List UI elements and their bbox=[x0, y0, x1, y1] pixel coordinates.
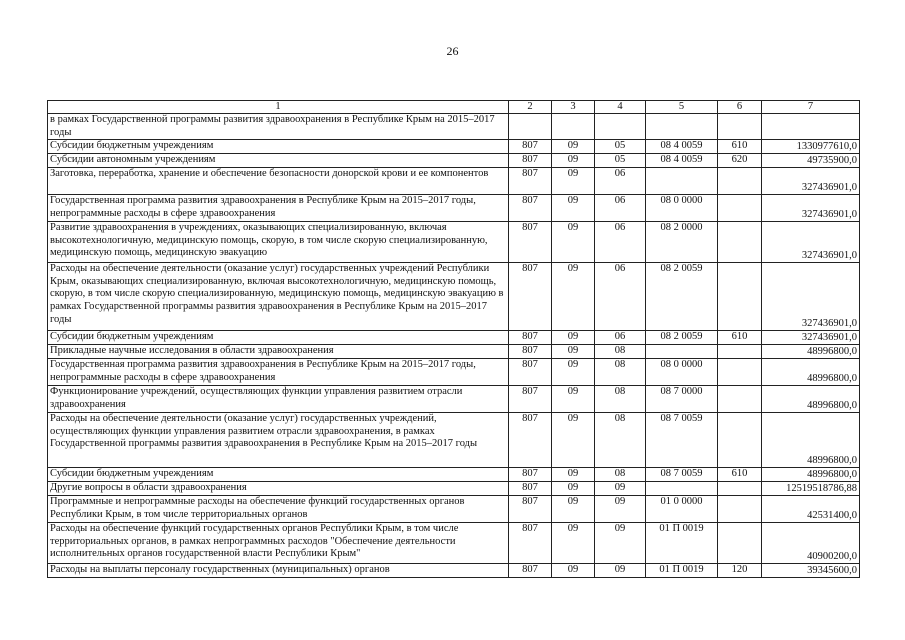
row-name: Другие вопросы в области здравоохранения bbox=[48, 482, 509, 496]
table-row bbox=[48, 114, 860, 140]
row-name: Субсидии бюджетным учреждениям bbox=[48, 140, 509, 154]
row-name: Расходы на обеспечение деятельности (оказание услуг) государственных учреждений Республики Крым, оказывающих специализированную, включая высокотехнологичную, медицинскую помощь, скорую, в том числе скорую специализированную, медицинскую помощь, медицинскую эвакуацию в рамках Государственной программы развития здравоохранения в Республике Крым на 2015–2017 годы bbox=[48, 263, 509, 331]
header-cell-1: 1 bbox=[48, 101, 509, 114]
row-amount bbox=[762, 114, 860, 140]
row-code-2: 807 bbox=[509, 222, 552, 263]
row-amount: 327436901,0 bbox=[762, 168, 860, 195]
page-number: 26 bbox=[446, 44, 459, 58]
row-code-3: 09 bbox=[552, 263, 595, 331]
budget-table bbox=[47, 100, 860, 578]
row-code-3: 09 bbox=[552, 413, 595, 468]
row-code-2: 807 bbox=[509, 523, 552, 564]
row-name: Расходы на выплаты персоналу государственных (муниципальных) органов bbox=[48, 564, 509, 578]
row-code-6 bbox=[718, 523, 762, 564]
row-code-4: 06 bbox=[595, 195, 646, 222]
row-code-4: 08 bbox=[595, 386, 646, 413]
row-name: Субсидии бюджетным учреждениям bbox=[48, 468, 509, 482]
row-code-6: 610 bbox=[718, 140, 762, 154]
row-amount: 48996800,0 bbox=[762, 413, 860, 468]
row-code-3: 09 bbox=[552, 345, 595, 359]
row-name: Государственная программа развития здравоохранения в Республике Крым на 2015–2017 годы, непрограммные расходы в сфере здравоохранения bbox=[48, 359, 509, 386]
row-amount: 327436901,0 bbox=[762, 331, 860, 345]
table-row bbox=[48, 222, 860, 263]
table-row bbox=[48, 140, 860, 154]
row-amount: 48996800,0 bbox=[762, 345, 860, 359]
row-amount: 327436901,0 bbox=[762, 222, 860, 263]
table-row bbox=[48, 523, 860, 564]
row-code-2: 807 bbox=[509, 140, 552, 154]
row-code-2: 807 bbox=[509, 195, 552, 222]
row-code-4: 09 bbox=[595, 482, 646, 496]
row-code-5: 01 П 0019 bbox=[646, 564, 718, 578]
row-code-4: 06 bbox=[595, 222, 646, 263]
row-code-3: 09 bbox=[552, 523, 595, 564]
row-code-4: 08 bbox=[595, 345, 646, 359]
row-amount: 40900200,0 bbox=[762, 523, 860, 564]
row-code-2: 807 bbox=[509, 331, 552, 345]
row-amount: 12519518786,88 bbox=[762, 482, 860, 496]
table-row bbox=[48, 482, 860, 496]
header-cell-4: 4 bbox=[595, 101, 646, 114]
row-code-4: 09 bbox=[595, 523, 646, 564]
row-code-5: 08 2 0000 bbox=[646, 222, 718, 263]
row-amount: 48996800,0 bbox=[762, 359, 860, 386]
row-code-2: 807 bbox=[509, 263, 552, 331]
row-code-2: 807 bbox=[509, 496, 552, 523]
row-code-4 bbox=[595, 114, 646, 140]
row-code-5 bbox=[646, 168, 718, 195]
row-amount: 39345600,0 bbox=[762, 564, 860, 578]
row-code-6: 610 bbox=[718, 468, 762, 482]
table-row bbox=[48, 195, 860, 222]
row-code-6 bbox=[718, 496, 762, 523]
row-code-3: 09 bbox=[552, 496, 595, 523]
row-code-5: 08 0 0000 bbox=[646, 359, 718, 386]
row-code-3: 09 bbox=[552, 222, 595, 263]
row-code-4: 05 bbox=[595, 140, 646, 154]
row-code-2: 807 bbox=[509, 154, 552, 168]
row-name: Расходы на обеспечение функций государственных органов Республики Крым, в том числе территориальных органов, в рамках непрограммных расходов "Обеспечение деятельности исполнительных органов государственной власти Республики Крым" bbox=[48, 523, 509, 564]
row-name: Программные и непрограммные расходы на обеспечение функций государственных органов Республики Крым, в том числе территориальных органов bbox=[48, 496, 509, 523]
row-code-6 bbox=[718, 482, 762, 496]
row-code-6 bbox=[718, 263, 762, 331]
row-code-3: 09 bbox=[552, 168, 595, 195]
row-code-4: 09 bbox=[595, 496, 646, 523]
row-code-6 bbox=[718, 114, 762, 140]
row-code-5: 08 7 0059 bbox=[646, 468, 718, 482]
row-code-6 bbox=[718, 359, 762, 386]
row-code-2: 807 bbox=[509, 482, 552, 496]
header-row bbox=[48, 101, 860, 114]
row-code-5: 08 7 0000 bbox=[646, 386, 718, 413]
row-name: Развитие здравоохранения в учреждениях, оказывающих специализированную, включая высокотехнологичную, медицинскую помощь, скорую, в том числе скорую специализированную, медицинскую помощь, медицинскую эвакуацию bbox=[48, 222, 509, 263]
row-name: Государственная программа развития здравоохранения в Республике Крым на 2015–2017 годы, непрограммные расходы в сфере здравоохранения bbox=[48, 195, 509, 222]
header-cell-6: 6 bbox=[718, 101, 762, 114]
row-name: Прикладные научные исследования в области здравоохранения bbox=[48, 345, 509, 359]
row-code-3: 09 bbox=[552, 482, 595, 496]
row-code-6 bbox=[718, 168, 762, 195]
row-amount: 327436901,0 bbox=[762, 263, 860, 331]
row-code-6 bbox=[718, 345, 762, 359]
row-code-5: 08 2 0059 bbox=[646, 263, 718, 331]
row-code-2: 807 bbox=[509, 468, 552, 482]
row-code-3: 09 bbox=[552, 386, 595, 413]
row-amount: 42531400,0 bbox=[762, 496, 860, 523]
row-code-3 bbox=[552, 114, 595, 140]
row-code-2: 807 bbox=[509, 564, 552, 578]
row-name: в рамках Государственной программы развития здравоохранения в Республике Крым на 2015–2017 годы bbox=[48, 114, 509, 140]
row-code-6 bbox=[718, 413, 762, 468]
row-code-3: 09 bbox=[552, 154, 595, 168]
row-name: Функционирование учреждений, осуществляющих функции управления развитием отрасли здравоохранения bbox=[48, 386, 509, 413]
row-amount: 48996800,0 bbox=[762, 468, 860, 482]
header-cell-5: 5 bbox=[646, 101, 718, 114]
row-code-4: 06 bbox=[595, 331, 646, 345]
row-code-3: 09 bbox=[552, 195, 595, 222]
table-row bbox=[48, 345, 860, 359]
row-code-4: 09 bbox=[595, 564, 646, 578]
table-row bbox=[48, 168, 860, 195]
row-code-6 bbox=[718, 222, 762, 263]
row-code-6 bbox=[718, 195, 762, 222]
row-code-3: 09 bbox=[552, 359, 595, 386]
table-row bbox=[48, 413, 860, 468]
row-code-2: 807 bbox=[509, 359, 552, 386]
table-row bbox=[48, 468, 860, 482]
table-row bbox=[48, 154, 860, 168]
row-code-2: 807 bbox=[509, 386, 552, 413]
row-code-3: 09 bbox=[552, 140, 595, 154]
row-code-2 bbox=[509, 114, 552, 140]
row-name: Заготовка, переработка, хранение и обеспечение безопасности донорской крови и ее компонентов bbox=[48, 168, 509, 195]
row-code-6 bbox=[718, 386, 762, 413]
row-code-5: 01 0 0000 bbox=[646, 496, 718, 523]
row-name: Субсидии бюджетным учреждениям bbox=[48, 331, 509, 345]
row-code-6: 610 bbox=[718, 331, 762, 345]
row-code-4: 08 bbox=[595, 413, 646, 468]
table-row bbox=[48, 386, 860, 413]
table-row bbox=[48, 359, 860, 386]
row-code-5: 08 2 0059 bbox=[646, 331, 718, 345]
row-code-5 bbox=[646, 482, 718, 496]
row-code-5: 08 7 0059 bbox=[646, 413, 718, 468]
row-code-6: 620 bbox=[718, 154, 762, 168]
header-cell-2: 2 bbox=[509, 101, 552, 114]
row-code-4: 05 bbox=[595, 154, 646, 168]
row-code-3: 09 bbox=[552, 564, 595, 578]
row-code-6: 120 bbox=[718, 564, 762, 578]
row-code-5 bbox=[646, 345, 718, 359]
row-code-2: 807 bbox=[509, 413, 552, 468]
row-code-3: 09 bbox=[552, 468, 595, 482]
table-row bbox=[48, 564, 860, 578]
row-code-5: 08 4 0059 bbox=[646, 140, 718, 154]
row-amount: 1330977610,0 bbox=[762, 140, 860, 154]
row-name: Субсидии автономным учреждениям bbox=[48, 154, 509, 168]
header-cell-3: 3 bbox=[552, 101, 595, 114]
row-name: Расходы на обеспечение деятельности (оказание услуг) государственных учреждений, осуществляющих функции управления развитием отрасли здравоохранения, в рамках Государственной программы развития здравоохранения в Республике Крым на 2015–2017 годы bbox=[48, 413, 509, 468]
row-code-5: 08 4 0059 bbox=[646, 154, 718, 168]
row-code-3: 09 bbox=[552, 331, 595, 345]
row-code-5: 08 0 0000 bbox=[646, 195, 718, 222]
row-code-2: 807 bbox=[509, 168, 552, 195]
row-code-5 bbox=[646, 114, 718, 140]
row-amount: 49735900,0 bbox=[762, 154, 860, 168]
table-row bbox=[48, 331, 860, 345]
row-code-5: 01 П 0019 bbox=[646, 523, 718, 564]
row-code-4: 06 bbox=[595, 263, 646, 331]
table-row bbox=[48, 496, 860, 523]
row-code-4: 08 bbox=[595, 359, 646, 386]
header-cell-7: 7 bbox=[762, 101, 860, 114]
row-amount: 48996800,0 bbox=[762, 386, 860, 413]
row-code-4: 08 bbox=[595, 468, 646, 482]
row-code-2: 807 bbox=[509, 345, 552, 359]
table-row bbox=[48, 263, 860, 331]
row-code-4: 06 bbox=[595, 168, 646, 195]
row-amount: 327436901,0 bbox=[762, 195, 860, 222]
